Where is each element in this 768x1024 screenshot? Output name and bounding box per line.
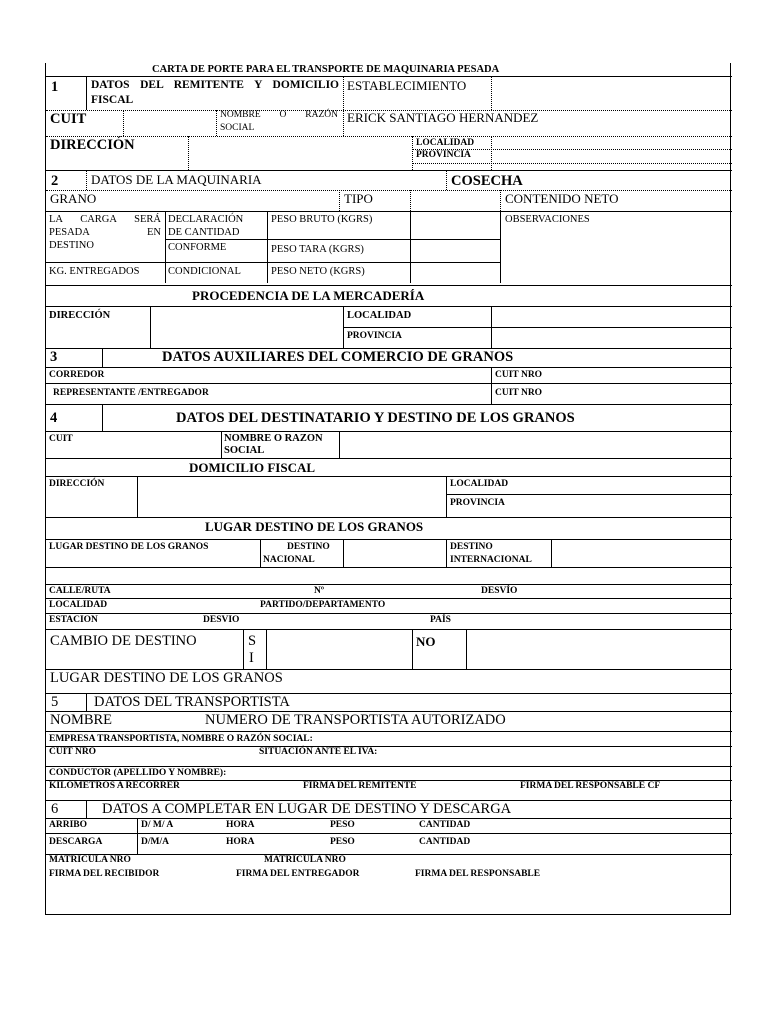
lugar-destino-label-2: LUGAR DESTINO DE LOS GRANOS [50, 670, 283, 686]
rule [343, 76, 344, 110]
rule [46, 431, 732, 432]
rule [46, 404, 732, 405]
carga-pesada-label-cont: PESADA EN [49, 227, 161, 238]
section-3-number: 3 [50, 349, 58, 365]
section-4-heading: DATOS DEL DESTINATARIO Y DESTINO DE LOS GRANOS [176, 410, 575, 426]
rule [267, 211, 268, 283]
rule [466, 629, 467, 669]
destino-nacional-label: DESTINO [287, 542, 330, 552]
rule [491, 367, 492, 404]
rule [343, 539, 344, 567]
pais-label: PAÍS [430, 615, 451, 625]
matricula-label-2: MATRICULA NRO [264, 855, 346, 865]
cambio-destino-label: CAMBIO DE DESTINO [50, 633, 197, 649]
arribo-hora-label: HORA [226, 820, 255, 830]
destinatario-provincia-label: PROVINCIA [450, 498, 505, 508]
form-title: CARTA DE PORTE PARA EL TRANSPORTE DE MAQUINARIA PESADA [152, 64, 500, 75]
rule [500, 190, 501, 211]
rule [46, 190, 732, 191]
destinatario-nombre-label-cont: SOCIAL [224, 445, 265, 456]
rule [46, 458, 732, 459]
destinatario-nombre-label: NOMBRE O RAZON [224, 433, 323, 444]
section-6-number: 6 [51, 801, 59, 817]
rule [46, 170, 732, 171]
rule [137, 818, 138, 854]
rule [46, 383, 732, 384]
nombre-razon-label-cont: SOCIAL [220, 123, 255, 133]
numero-transportista-label: NUMERO DE TRANSPORTISTA AUTORIZADO [205, 712, 506, 728]
rule [46, 367, 732, 368]
rule [491, 136, 492, 170]
rule [46, 833, 732, 834]
descarga-fecha-label: D/M/A [141, 837, 169, 847]
cuit-label: CUIT [50, 111, 87, 127]
rule [491, 76, 492, 110]
lugar-localidad-label: LOCALIDAD [49, 600, 108, 610]
desvio-label: DESVÍO [481, 586, 518, 596]
kg-entregados-label: KG. ENTREGADOS [49, 266, 140, 277]
transportista-nombre-label: NOMBRE [50, 712, 113, 728]
rule [410, 190, 411, 211]
rule [216, 110, 217, 136]
rule [46, 598, 732, 599]
localidad-label: LOCALIDAD [416, 138, 475, 148]
section-1-heading: DATOS DEL REMITENTE Y DOMICILIO [91, 79, 339, 91]
section-1-number: 1 [51, 79, 59, 95]
estacion-label: ESTACION [49, 615, 98, 625]
destinatario-cuit-label: CUIT [49, 434, 73, 444]
rule [46, 136, 732, 137]
procedencia-heading: PROCEDENCIA DE LA MERCADERÍA [192, 288, 425, 303]
si-label-cont: I [249, 650, 254, 666]
rule [446, 170, 447, 190]
peso-neto-label: PESO NETO (KGRS) [271, 266, 365, 277]
rule [500, 211, 501, 283]
rule [165, 211, 166, 283]
rule [412, 136, 413, 170]
establecimiento-label: ESTABLECIMIENTO [347, 78, 467, 93]
section-5-heading: DATOS DEL TRANSPORTISTA [94, 694, 290, 710]
conforme-label: CONFORME [168, 242, 227, 253]
declaracion-label-cont: DE CANTIDAD [168, 227, 240, 238]
rule [46, 517, 732, 518]
porte-form [45, 63, 731, 915]
rule [46, 476, 732, 477]
rule [343, 327, 732, 328]
numero-label: Nº [314, 586, 324, 596]
rule [86, 76, 87, 110]
rule [343, 110, 344, 136]
rule [123, 110, 124, 136]
rule [446, 476, 447, 517]
nombre-razon-label: NOMBRE O RAZÓN [220, 110, 338, 120]
rule [339, 190, 340, 211]
representante-label: REPRESENTANTE /ENTREGADOR [53, 388, 209, 398]
procedencia-localidad-label: LOCALIDAD [347, 310, 412, 321]
carga-pesada-label-end: DESTINO [49, 240, 94, 251]
matricula-label-1: MATRICULA NRO [49, 855, 131, 865]
destino-internacional-label-cont: INTERNACIONAL [450, 555, 532, 565]
rule [266, 629, 267, 669]
partido-departamento-label: PARTIDO/DEPARTAMENTO [260, 600, 386, 610]
grano-label: GRANO [50, 191, 97, 206]
section-3-heading: DATOS AUXILIARES DEL COMERCIO DE GRANOS [162, 349, 514, 365]
empresa-transportista-label: EMPRESA TRANSPORTISTA, NOMBRE O RAZÓN SOCIAL: [49, 734, 313, 744]
descarga-peso-label: PESO [330, 837, 355, 847]
firma-responsable-cf-label: FIRMA DEL RESPONSABLE CF [520, 781, 661, 791]
rule [446, 539, 447, 567]
rule [46, 629, 732, 630]
lugar-destino-heading: LUGAR DESTINO DE LOS GRANOS [205, 519, 424, 534]
destino-internacional-label: DESTINO [450, 542, 493, 552]
descarga-cantidad-label: CANTIDAD [419, 837, 471, 847]
section-2-heading: DATOS DE LA MAQUINARIA [91, 172, 262, 187]
carga-pesada-label: LA CARGA SERÁ [49, 214, 161, 225]
section-6-heading: DATOS A COMPLETAR EN LUGAR DE DESTINO Y DESCARGA [102, 801, 512, 817]
declaracion-label: DECLARACIÓN [168, 214, 244, 225]
rule [86, 800, 87, 818]
rule [102, 348, 103, 367]
rule [46, 285, 732, 286]
provincia-label: PROVINCIA [416, 150, 471, 160]
rule [46, 746, 732, 747]
rule [46, 584, 732, 585]
estacion-desvio-label: DESVIO [203, 615, 240, 625]
cosecha-label: COSECHA [451, 173, 523, 189]
situacion-iva-label: SITUACIÓN ANTE EL IVA: [259, 747, 378, 757]
rule [46, 211, 732, 212]
rule [86, 693, 87, 711]
section-4-number: 4 [50, 410, 58, 426]
destinatario-localidad-label: LOCALIDAD [450, 479, 509, 489]
rule [46, 567, 732, 568]
kilometros-label: KILOMETROS A RECORRER [49, 781, 180, 791]
rule [46, 731, 732, 732]
rule [102, 404, 103, 431]
rule [221, 431, 222, 458]
rule [46, 262, 500, 263]
arribo-label: ARRIBO [49, 820, 88, 830]
rule [150, 306, 151, 348]
rule [46, 854, 732, 855]
no-label: NO [416, 634, 436, 649]
arribo-fecha-label: D/ M/ A [141, 820, 174, 830]
rule [165, 239, 500, 240]
si-label: S [248, 633, 257, 649]
firma-recibidor-label: FIRMA DEL RECIBIDOR [49, 869, 160, 879]
firma-entregador-label: FIRMA DEL ENTREGADOR [236, 869, 360, 879]
corredor-label: CORREDOR [49, 370, 105, 380]
remitente-name-value: ERICK SANTIAGO HERNANDEZ [347, 110, 539, 125]
transportista-cuit-label: CUIT NRO [49, 747, 97, 757]
conductor-label: CONDUCTOR (APELLIDO Y NOMBRE): [49, 768, 227, 778]
observaciones-label: OBSERVACIONES [505, 214, 590, 225]
contenido-neto-label: CONTENIDO NETO [505, 191, 619, 206]
corredor-cuit-label: CUIT NRO [495, 370, 543, 380]
rule [188, 136, 189, 170]
rule [46, 539, 732, 540]
firma-remitente-label: FIRMA DEL REMITENTE [303, 781, 417, 791]
rule [46, 766, 732, 767]
arribo-cantidad-label: CANTIDAD [419, 820, 471, 830]
descarga-hora-label: HORA [226, 837, 255, 847]
peso-bruto-label: PESO BRUTO (KGRS) [271, 214, 373, 225]
rule [339, 431, 340, 458]
direccion-label: DIRECCIÓN [50, 137, 135, 153]
rule [46, 306, 732, 307]
section-2-number: 2 [51, 173, 59, 189]
tipo-label: TIPO [344, 191, 373, 206]
calle-ruta-label: CALLE/RUTA [49, 586, 111, 596]
domicilio-fiscal-heading: DOMICILIO FISCAL [189, 460, 316, 475]
peso-tara-label: PESO TARA (KGRS) [271, 244, 364, 255]
rule [46, 613, 732, 614]
condicional-label: CONDICIONAL [168, 266, 241, 277]
procedencia-provincia-label: PROVINCIA [347, 331, 402, 341]
rule [46, 76, 732, 77]
rule [446, 494, 732, 495]
representante-cuit-label: CUIT NRO [495, 388, 543, 398]
firma-responsable-label: FIRMA DEL RESPONSABLE [415, 869, 541, 879]
destino-nacional-label-cont: NACIONAL [263, 555, 315, 565]
rule [243, 629, 244, 669]
destinatario-direccion-label: DIRECCIÓN [49, 479, 105, 489]
section-1-heading-cont: FISCAL [91, 94, 134, 106]
rule [412, 629, 413, 669]
rule [551, 539, 552, 567]
rule [260, 539, 261, 567]
section-5-number: 5 [51, 694, 59, 710]
procedencia-direccion-label: DIRECCIÓN [49, 310, 111, 321]
arribo-peso-label: PESO [330, 820, 355, 830]
rule [410, 211, 411, 283]
rule [412, 163, 732, 164]
descarga-label: DESCARGA [49, 837, 103, 847]
lugar-destino-label: LUGAR DESTINO DE LOS GRANOS [49, 542, 209, 552]
rule [137, 476, 138, 517]
rule [46, 818, 732, 819]
rule [86, 170, 87, 190]
